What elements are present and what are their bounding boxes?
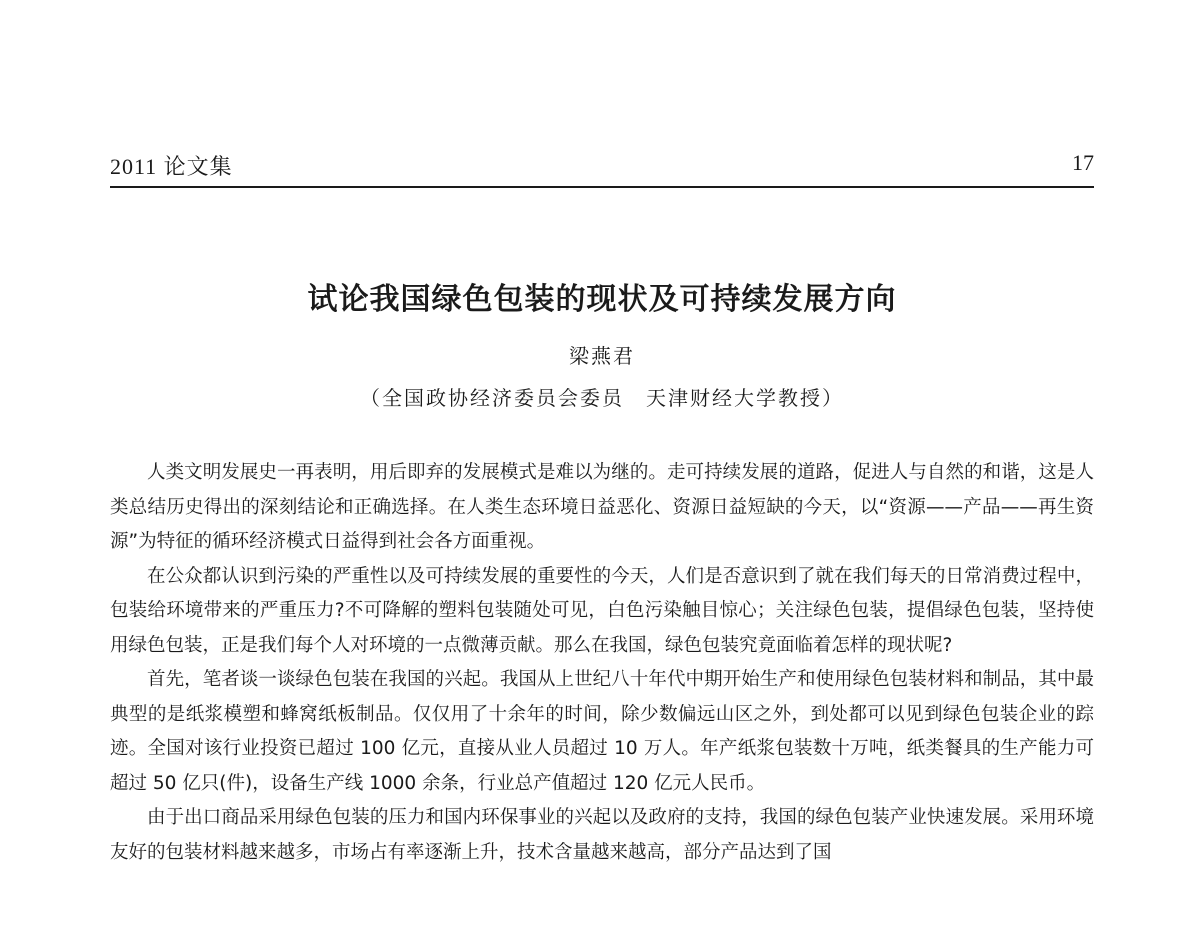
header-rule [110,186,1094,188]
body-paragraph: 由于出口商品采用绿色包装的压力和国内环保事业的兴起以及政府的支持，我国的绿色包装产业快速发展。采用环境友好的包装材料越来越多，市场占有率逐渐上升，技术含量越来越高，部分产品达到了国 [110,807,1094,863]
body-paragraph: 人类文明发展史一再表明，用后即弃的发展模式是难以为继的。走可持续发展的道路，促进人与自然的和谐，这是人类总结历史得出的深刻结论和正确选择。在人类生态环境日益恶化、资源日益短缺的今天，以“资源——产品——再生资源”为特征的循环经济模式日益得到社会各方面重视。 [110,462,1094,552]
running-header [110,150,1094,186]
body-paragraph: 首先，笔者谈一谈绿色包装在我国的兴起。我国从上世纪八十年代中期开始生产和使用绿色包装材料和制品，其中最典型的是纸浆模塑和蜂窝纸板制品。仅仅用了十余年的时间，除少数偏远山区之外，到处都可以见到绿色包装企业的踪迹。全国对该行业投资已超过 100 亿元，直接从业人员超过 10 万人。年产纸浆包装数十万吨，纸类餐具的生产能力可超过 50 亿只(件)，设备生产线 1000 余条，行业总产值超过 120 亿元人民币。 [110,669,1094,794]
header-publication-title: 2011 论文集 [110,154,233,179]
page-number: 17 [1072,150,1094,175]
body-paragraph: 在公众都认识到污染的严重性以及可持续发展的重要性的今天，人们是否意识到了就在我们每天的日常消费过程中，包装给环境带来的严重压力?不可降解的塑料包装随处可见，白色污染触目惊心；关注绿色包装，提倡绿色包装，坚持使用绿色包装，正是我们每个人对环境的一点微薄贡献。那么在我国，绿色包装究竟面临着怎样的现状呢? [110,565,1094,656]
article-title: 试论我国绿色包装的现状及可持续发展方向 [307,282,897,317]
author-affiliation: （全国政协经济委员会委员 天津财经大学教授） [360,386,844,410]
article-body [110,456,1094,870]
article-author: 梁燕君 [569,344,635,368]
